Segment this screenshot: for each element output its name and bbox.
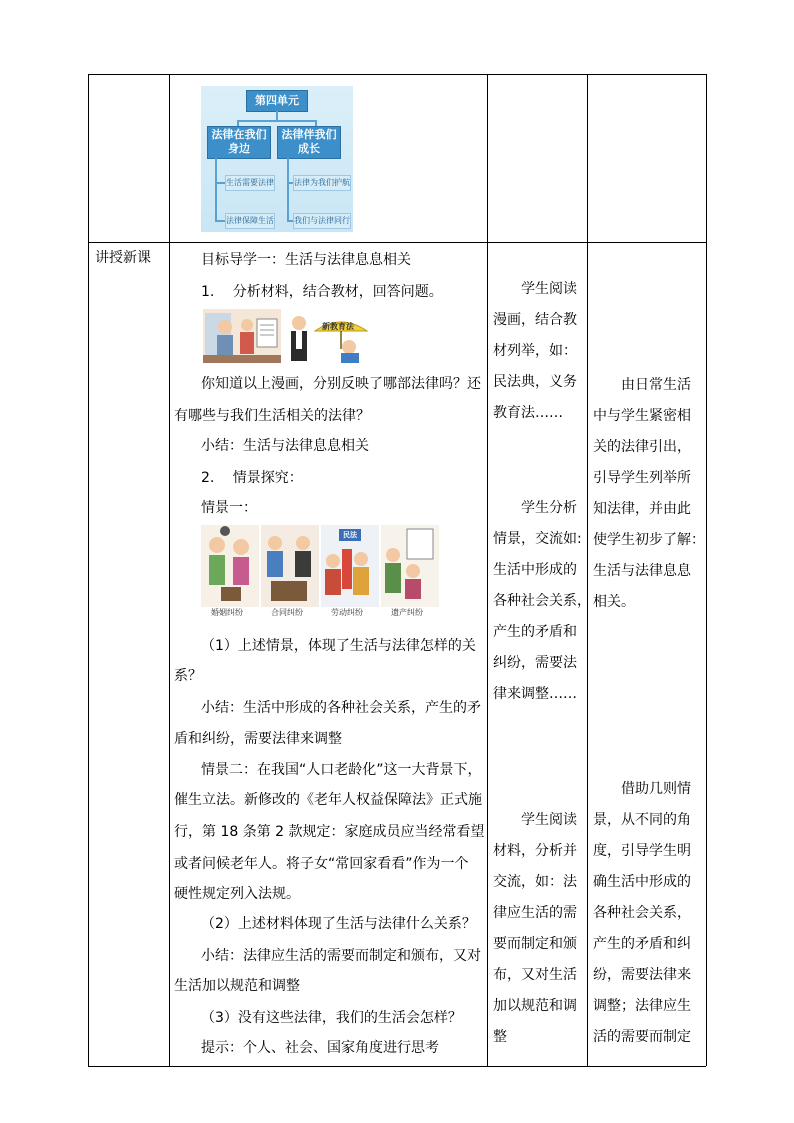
design-line: 关的法律引出， (593, 439, 691, 455)
design-line: 活的需要而制定 (593, 1029, 691, 1045)
design-line: 引导学生列举所 (593, 470, 691, 486)
caption-contract: 合同纠纷 (271, 608, 303, 617)
right-item-1: 法律为我们护航 (293, 175, 351, 191)
diagram-connector (287, 158, 289, 222)
student-line: 学生阅读 (521, 812, 577, 828)
caption-labor: 劳动纠纷 (331, 608, 363, 617)
student-line: 情景，交流如: (493, 531, 582, 547)
left-branch-box (207, 126, 271, 159)
right-branch-line: 法律伴我们 (281, 128, 337, 141)
design-line: 景，从不同的角 (593, 812, 691, 828)
design-line: 使学生初步了解： (593, 532, 705, 548)
table-top-border (88, 74, 706, 75)
caption-inheritance: 遗产纠纷 (391, 608, 423, 617)
diagram-connector (215, 158, 217, 222)
design-line: 中与学生紧密相 (593, 408, 691, 424)
q3: （3）没有这些法律，我们的生活会怎样？ (201, 1010, 462, 1026)
left-branch-line: 身边 (228, 142, 250, 155)
hint: 提示：个人、社会、国家角度进行思考 (201, 1040, 439, 1056)
unit-structure-diagram (201, 86, 353, 232)
item-2: 2. 情景探究： (201, 470, 303, 486)
diagram-connector (215, 182, 225, 184)
student-line: 律应生活的需 (493, 905, 577, 921)
student-line: 材料，分析并 (493, 843, 577, 859)
student-line: 交流，如：法 (493, 874, 577, 890)
table-col-divider-2 (487, 74, 488, 1066)
student-line: 要而制定和颁 (493, 936, 577, 952)
table-bottom-border (88, 1066, 706, 1067)
scene-2-line-1: 情景二：在我国“人口老龄化”这一大背景下， (201, 762, 482, 778)
student-line: 学生分析 (521, 500, 577, 516)
right-branch-box (277, 126, 341, 159)
table-left-border (88, 74, 89, 1066)
scene-2-line-5: 硬性规定列入法规。 (174, 886, 300, 902)
student-line: 律来调整…… (493, 686, 577, 702)
scene-2-line-3: 行，第 18 条第 2 款规定：家庭成员应当经常看望 (174, 824, 485, 840)
student-line: 布，又对生活 (493, 967, 577, 983)
scene-2-line-2: 催生立法。新修改的《老年人权益保障法》正式施 (174, 792, 482, 808)
q1-line-1: （1）上述情景，体现了生活与法律怎样的关 (201, 638, 476, 654)
q2: （2）上述材料体现了生活与法律什么关系？ (201, 916, 476, 932)
q1-line-2: 系？ (174, 668, 202, 684)
student-line: 漫画，结合教 (493, 312, 577, 328)
design-line: 调整；法律应生 (593, 998, 691, 1014)
design-line: 各种社会关系， (593, 905, 691, 921)
student-line: 学生阅读 (521, 281, 577, 297)
design-line: 度，引导学生明 (593, 843, 691, 859)
question-1-line-2: 有哪些与我们生活相关的法律？ (174, 408, 370, 424)
student-activity-1 (493, 274, 577, 429)
table-col-divider-1 (169, 74, 170, 1066)
design-intent-1 (593, 370, 705, 618)
left-item-2: 法律保障生活 (225, 213, 275, 229)
summary-1: 小结：生活与法律息息相关 (201, 438, 369, 454)
design-line: 生活与法律息息 (593, 563, 691, 579)
design-intent-2 (593, 774, 691, 1053)
student-line: 生活中形成的 (493, 562, 577, 578)
scene1-sign: 民法 (343, 531, 357, 539)
design-line: 由日常生活 (621, 377, 691, 393)
right-item-2: 我们与法律同行 (293, 213, 351, 229)
scene-2-line-4: 或者问候老年人。将子女“常回家看看”作为一个 (174, 856, 469, 872)
design-line: 确生活中形成的 (593, 874, 691, 890)
question-1-line-1: 你知道以上漫画，分别反映了哪部法律吗？还 (201, 376, 481, 392)
design-line: 纷，需要法律来 (593, 967, 691, 983)
summary-3-line-2: 生活加以规范和调整 (174, 978, 300, 994)
student-line: 整 (493, 1029, 507, 1045)
student-activity-3 (493, 805, 577, 1053)
comic-illustration-2 (201, 525, 439, 619)
table-right-border (706, 74, 707, 1066)
student-activity-2 (493, 493, 591, 710)
unit-title-box: 第四单元 (246, 90, 308, 112)
student-line: 教育法…… (493, 405, 563, 421)
design-line: 产生的矛盾和纠 (593, 936, 691, 952)
student-line: 民法典，义务 (493, 374, 577, 390)
student-line: 产生的矛盾和 (493, 624, 577, 640)
table-row-divider (88, 242, 706, 243)
student-line: 纠纷，需要法 (493, 655, 577, 671)
design-line: 相关。 (593, 594, 635, 610)
comic-illustration-1 (203, 309, 373, 363)
comic1-label: 新教育法 (322, 322, 354, 331)
scene-1-title: 情景一： (201, 500, 257, 516)
student-line: 加以规范和调 (493, 998, 577, 1014)
student-line: 材列举，如： (493, 343, 577, 359)
row-label: 讲授新课 (95, 250, 151, 266)
caption-marriage: 婚姻纠纷 (211, 608, 243, 617)
left-branch-line: 法律在我们 (211, 128, 267, 141)
summary-3-line-1: 小结：法律应生活的需要而制定和颁布，又对 (201, 948, 481, 964)
summary-2-line-1: 小结：生活中形成的各种社会关系，产生的矛 (201, 700, 481, 716)
design-line: 借助几则情 (621, 781, 691, 797)
student-line: 各种社会关系， (493, 593, 591, 609)
summary-2-line-2: 盾和纠纷，需要法律来调整 (174, 731, 342, 747)
design-line: 知法律，并由此 (593, 501, 691, 517)
right-branch-line: 成长 (298, 142, 320, 155)
left-item-1: 生活需要法律 (225, 175, 275, 191)
diagram-connector (215, 220, 225, 222)
diagram-connector (237, 120, 317, 122)
item-1: 1. 分析材料，结合教材，回答问题。 (201, 284, 443, 300)
goal-heading: 目标导学一：生活与法律息息相关 (201, 252, 411, 268)
